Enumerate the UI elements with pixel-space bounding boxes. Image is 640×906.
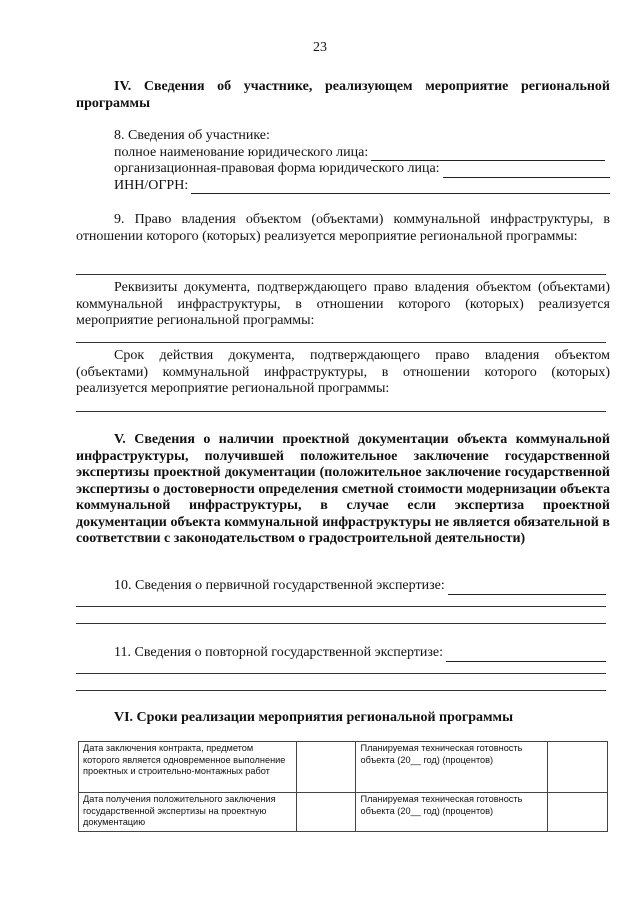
table-cell-readiness-value[interactable] [548,793,608,832]
item10-field[interactable] [114,578,606,595]
item10-line-2[interactable] [76,606,606,607]
item11-line-3[interactable] [76,690,606,691]
item9-text: 9. Право владения объектом (объектами) коммунальной инфраструктуры, в отношении которого (которых) реализуется мероприятие региональной программы: [76,212,610,244]
legal-form-field[interactable]: организационная-правовая форма юридического лица: [114,161,610,178]
table-row [79,793,608,832]
item8-title: 8. Сведения об участнике: [114,128,270,143]
item10-label: 10. Сведения о первичной государственной экспертизе: [114,578,445,593]
table-cell-readiness-label: Планируемая техническая готовность объекта (20__ год) (процентов) [356,742,548,793]
doc-details-text: Реквизиты документа, подтверждающего право владения объектом (объектами) коммунальной инфраструктуры, в отношении которого (которых) реализуется мероприятие региональной программы: [76,280,610,328]
doc-details-fill-line[interactable] [76,342,606,343]
doc-term-fill-line[interactable] [76,411,606,412]
item11-line-2[interactable] [76,673,606,674]
legal-entity-name-field[interactable]: полное наименование юридического лица: [114,145,605,162]
section-vi-heading: VI. Сроки реализации мероприятия региональной программы [114,710,514,725]
table-cell-label: Дата получения положительного заключения государственной экспертизы на проектную документацию [79,793,297,832]
table-cell-readiness-label: Планируемая техническая готовность объекта (20__ год) (процентов) [356,793,548,832]
timeline-table [78,741,608,832]
table-cell-value[interactable] [296,742,356,793]
item11-label: 11. Сведения о повторной государственной экспертизе: [114,645,444,660]
table-cell-label: Дата заключения контракта, предметом которого является одновременное выполнение проектных и строительно-монтажных работ [79,742,297,793]
section-iv-heading: IV. Сведения об участнике, реализующем мероприятие региональной программы [76,79,610,111]
item8-block [114,128,610,194]
inn-ogrn-field[interactable]: ИНН/ОГРН: [114,178,610,195]
page-number: 23 [313,40,327,55]
section-v-heading: V. Сведения о наличии проектной документации объекта коммунальной инфраструктуры, получившей положительное заключение государственной экспертизы проектной документации (положительное заключение государственной экспертизы о достоверности определения сметной стоимости модернизации объекта коммунальной инфраструктуры, в случае если экспертиза проектной документации объекта коммунальной инфраструктуры не является обязательной в соответствии с законодательством о градостроительной деятельности) [76,432,610,546]
item11-field[interactable] [114,645,606,662]
table-row [79,742,608,793]
table-cell-readiness-value[interactable] [548,742,608,793]
item9-fill-line[interactable] [76,274,606,275]
doc-term-text: Срок действия документа, подтверждающего право владения объектом (объектами) коммунальной инфраструктуры, в отношении которого (которых) реализуется мероприятие региональной программы: [76,348,610,396]
item10-line-3[interactable] [76,623,606,624]
table-cell-value[interactable] [296,793,356,832]
